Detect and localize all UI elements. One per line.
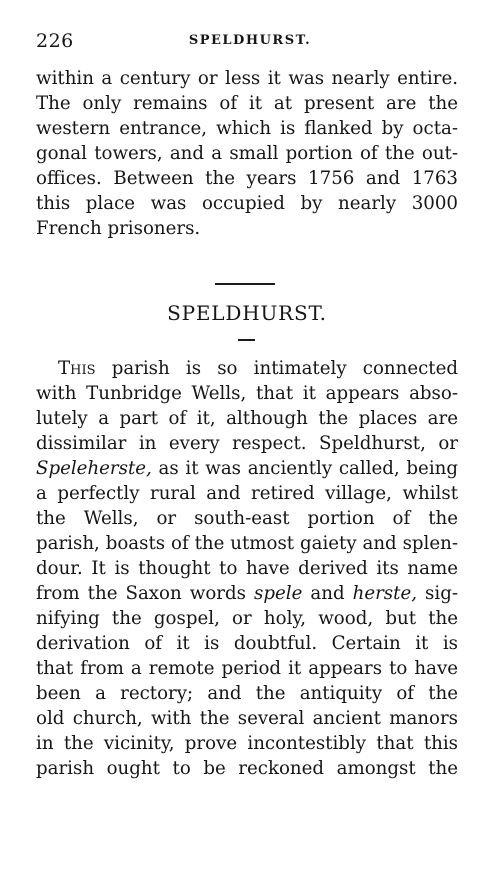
text-line: French prisoners. — [36, 218, 201, 239]
text-line: been a rectory; and the antiquity of the — [36, 683, 458, 704]
text-line: western entrance, which is flanked by octa- — [36, 118, 458, 139]
italic-term: Speleherste, — [36, 458, 152, 479]
text-line: parish, boasts of the utmost gaiety and splen- — [36, 533, 458, 554]
text-line: derivation of it is doubtful. Certain it is — [36, 633, 458, 654]
text-line: parish ought to be reckoned amongst the — [36, 758, 458, 779]
section-heading: SPELDHURST. — [167, 301, 327, 325]
italic-term: herste, — [352, 583, 417, 604]
italic-term: spele — [254, 583, 303, 604]
text-line: this place was occupied by nearly 3000 — [36, 193, 458, 214]
text-line: dissimilar in every respect. Speldhurst, or — [36, 433, 458, 454]
line-fragment: from the Saxon words — [36, 583, 255, 604]
text-line: a perfectly rural and retired village, whilst — [36, 483, 458, 504]
text-line: lutely a part of it, although the places are — [36, 408, 458, 429]
text-line — [36, 356, 458, 381]
text-line: gonal towers, and a small portion of the out- — [36, 143, 458, 164]
drop-word: This — [58, 358, 96, 379]
line-fragment: sig- — [417, 583, 458, 604]
text-line: in the vicinity, prove incontestibly that this — [36, 733, 458, 754]
section-divider — [215, 283, 275, 285]
text-line: offices. Between the years 1756 and 1763 — [36, 168, 458, 189]
running-title: SPELDHURST. — [188, 33, 312, 48]
text-line: old church, with the several ancient manors — [36, 708, 458, 729]
text-line: within a century or less it was nearly entire. — [36, 68, 458, 89]
text-line: that from a remote period it appears to have — [36, 658, 458, 679]
running-head — [36, 30, 464, 54]
text-line: dour. It is thought to have derived its name — [36, 558, 458, 579]
line-fragment: and — [302, 583, 353, 604]
text-line — [36, 456, 458, 481]
body-paragraph — [36, 356, 458, 781]
heading-underline — [238, 339, 255, 341]
page-number: 226 — [36, 30, 74, 52]
text-line: nifying the gospel, or holy, wood, but the — [36, 608, 458, 629]
text-line: with Tunbridge Wells, that it appears abso- — [36, 383, 458, 404]
line-fragment: as it was anciently called, being — [151, 458, 458, 479]
text-line — [36, 581, 458, 606]
line-fragment: parish is so intimately connected — [95, 358, 458, 379]
text-line: The only remains of it at present are the — [36, 93, 458, 114]
top-paragraph — [36, 66, 458, 241]
text-line: the Wells, or south-east portion of the — [36, 508, 458, 529]
